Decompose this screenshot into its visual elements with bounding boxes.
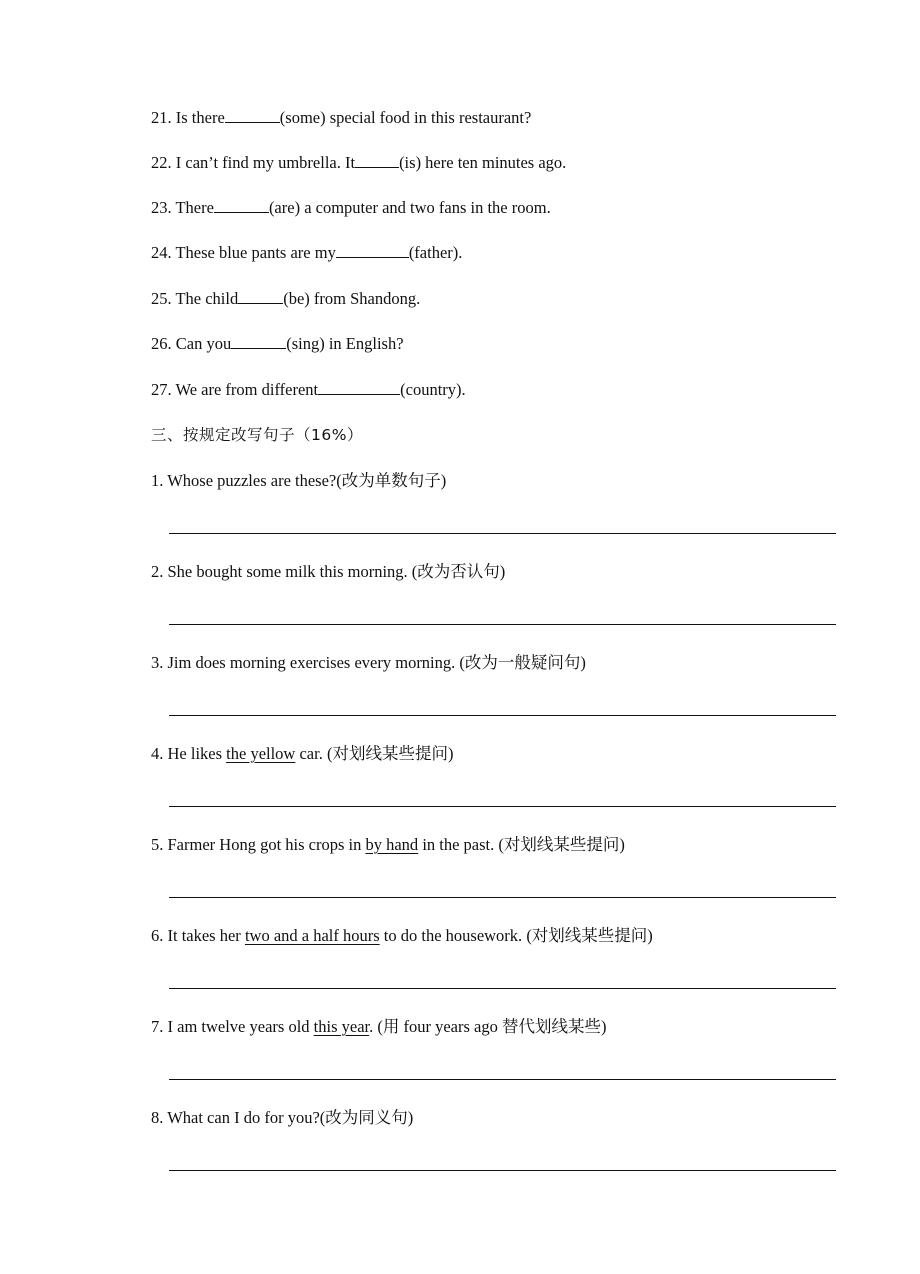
answer-line-3[interactable]: [169, 715, 836, 716]
question-text-tail: to do the housework.: [379, 926, 527, 945]
question-21: [151, 107, 531, 129]
question-number: 2.: [151, 562, 164, 581]
question-text: Is there: [175, 108, 225, 127]
answer-blank[interactable]: [355, 152, 399, 168]
question-text: Farmer Hong got his crops in: [167, 835, 366, 854]
question-instruction: (对划线某些提问): [498, 835, 625, 854]
question-text: We are from different: [175, 380, 319, 399]
question-text: Jim does morning exercises every morning.: [167, 653, 460, 672]
answer-blank[interactable]: [225, 107, 280, 123]
question-number: 27.: [151, 380, 172, 399]
question-text: Whose puzzles are these?: [167, 471, 337, 490]
question-instruction: (对划线某些提问): [526, 926, 653, 945]
question-text: These blue pants are my: [175, 243, 336, 262]
answer-line-5[interactable]: [169, 897, 836, 898]
question-hint: (father).: [408, 243, 463, 262]
question-text: It takes her: [167, 926, 245, 945]
rewrite-question-3: [151, 652, 586, 674]
question-hint: (are) a computer and two fans in the room.: [268, 198, 551, 217]
question-instruction: (改为单数句子): [336, 471, 447, 490]
question-text: The child: [175, 289, 239, 308]
answer-blank[interactable]: [318, 379, 400, 395]
underlined-phrase: two and a half hours: [244, 926, 380, 945]
question-instruction: (改为否认句): [411, 562, 506, 581]
question-number: 26.: [151, 334, 172, 353]
rewrite-question-5: [151, 834, 625, 856]
question-text: I am twelve years old: [167, 1017, 314, 1036]
question-number: 7.: [151, 1017, 164, 1036]
question-text: She bought some milk this morning.: [167, 562, 412, 581]
question-hint: (country).: [400, 380, 466, 399]
question-number: 25.: [151, 289, 172, 308]
section-heading: 三、按规定改写句子（16%）: [151, 426, 363, 444]
answer-line-7[interactable]: [169, 1079, 836, 1080]
underlined-phrase: the yellow: [226, 744, 296, 763]
question-number: 4.: [151, 744, 164, 763]
answer-blank[interactable]: [231, 333, 286, 349]
question-hint: (sing) in English?: [286, 334, 404, 353]
rewrite-question-4: [151, 743, 453, 765]
rewrite-question-2: [151, 561, 505, 583]
answer-blank[interactable]: [238, 288, 283, 304]
answer-line-2[interactable]: [169, 624, 836, 625]
question-number: 6.: [151, 926, 164, 945]
question-number: 5.: [151, 835, 164, 854]
answer-line-4[interactable]: [169, 806, 836, 807]
question-text: He likes: [167, 744, 227, 763]
question-instruction: (改为一般疑问句): [459, 653, 586, 672]
question-instruction: (对划线某些提问): [326, 744, 454, 763]
rewrite-question-8: [151, 1107, 413, 1129]
question-hint: (is) here ten minutes ago.: [399, 153, 567, 172]
question-24: [151, 242, 462, 264]
question-instruction: (改为同义句): [319, 1108, 414, 1127]
rewrite-question-6: [151, 925, 653, 947]
question-number: 8.: [151, 1108, 164, 1127]
underlined-phrase: by hand: [365, 835, 419, 854]
question-number: 24.: [151, 243, 172, 262]
answer-line-1[interactable]: [169, 533, 836, 534]
question-27: [151, 379, 466, 401]
question-number: 3.: [151, 653, 164, 672]
question-text: I can’t find my umbrella. It: [175, 153, 356, 172]
rewrite-question-7: [151, 1016, 606, 1038]
question-number: 22.: [151, 153, 172, 172]
question-text-tail: .: [369, 1017, 378, 1036]
question-hint: (be) from Shandong.: [283, 289, 421, 308]
question-number: 21.: [151, 108, 172, 127]
question-text-tail: car.: [295, 744, 327, 763]
question-23: [151, 197, 551, 219]
answer-blank[interactable]: [336, 242, 409, 258]
answer-line-6[interactable]: [169, 988, 836, 989]
question-instruction: (用 four years ago 替代划线某些): [377, 1017, 607, 1036]
rewrite-question-1: [151, 470, 446, 492]
answer-blank[interactable]: [214, 197, 269, 213]
question-text: Can you: [175, 334, 232, 353]
question-26: [151, 333, 404, 355]
question-text: What can I do for you?: [167, 1108, 320, 1127]
question-25: [151, 288, 420, 310]
answer-line-8[interactable]: [169, 1170, 836, 1171]
question-hint: (some) special food in this restaurant?: [279, 108, 532, 127]
question-number: 1.: [151, 471, 164, 490]
question-22: [151, 152, 566, 174]
question-number: 23.: [151, 198, 172, 217]
question-text-tail: in the past.: [418, 835, 499, 854]
question-text: There: [175, 198, 214, 217]
underlined-phrase: this year: [313, 1017, 370, 1036]
